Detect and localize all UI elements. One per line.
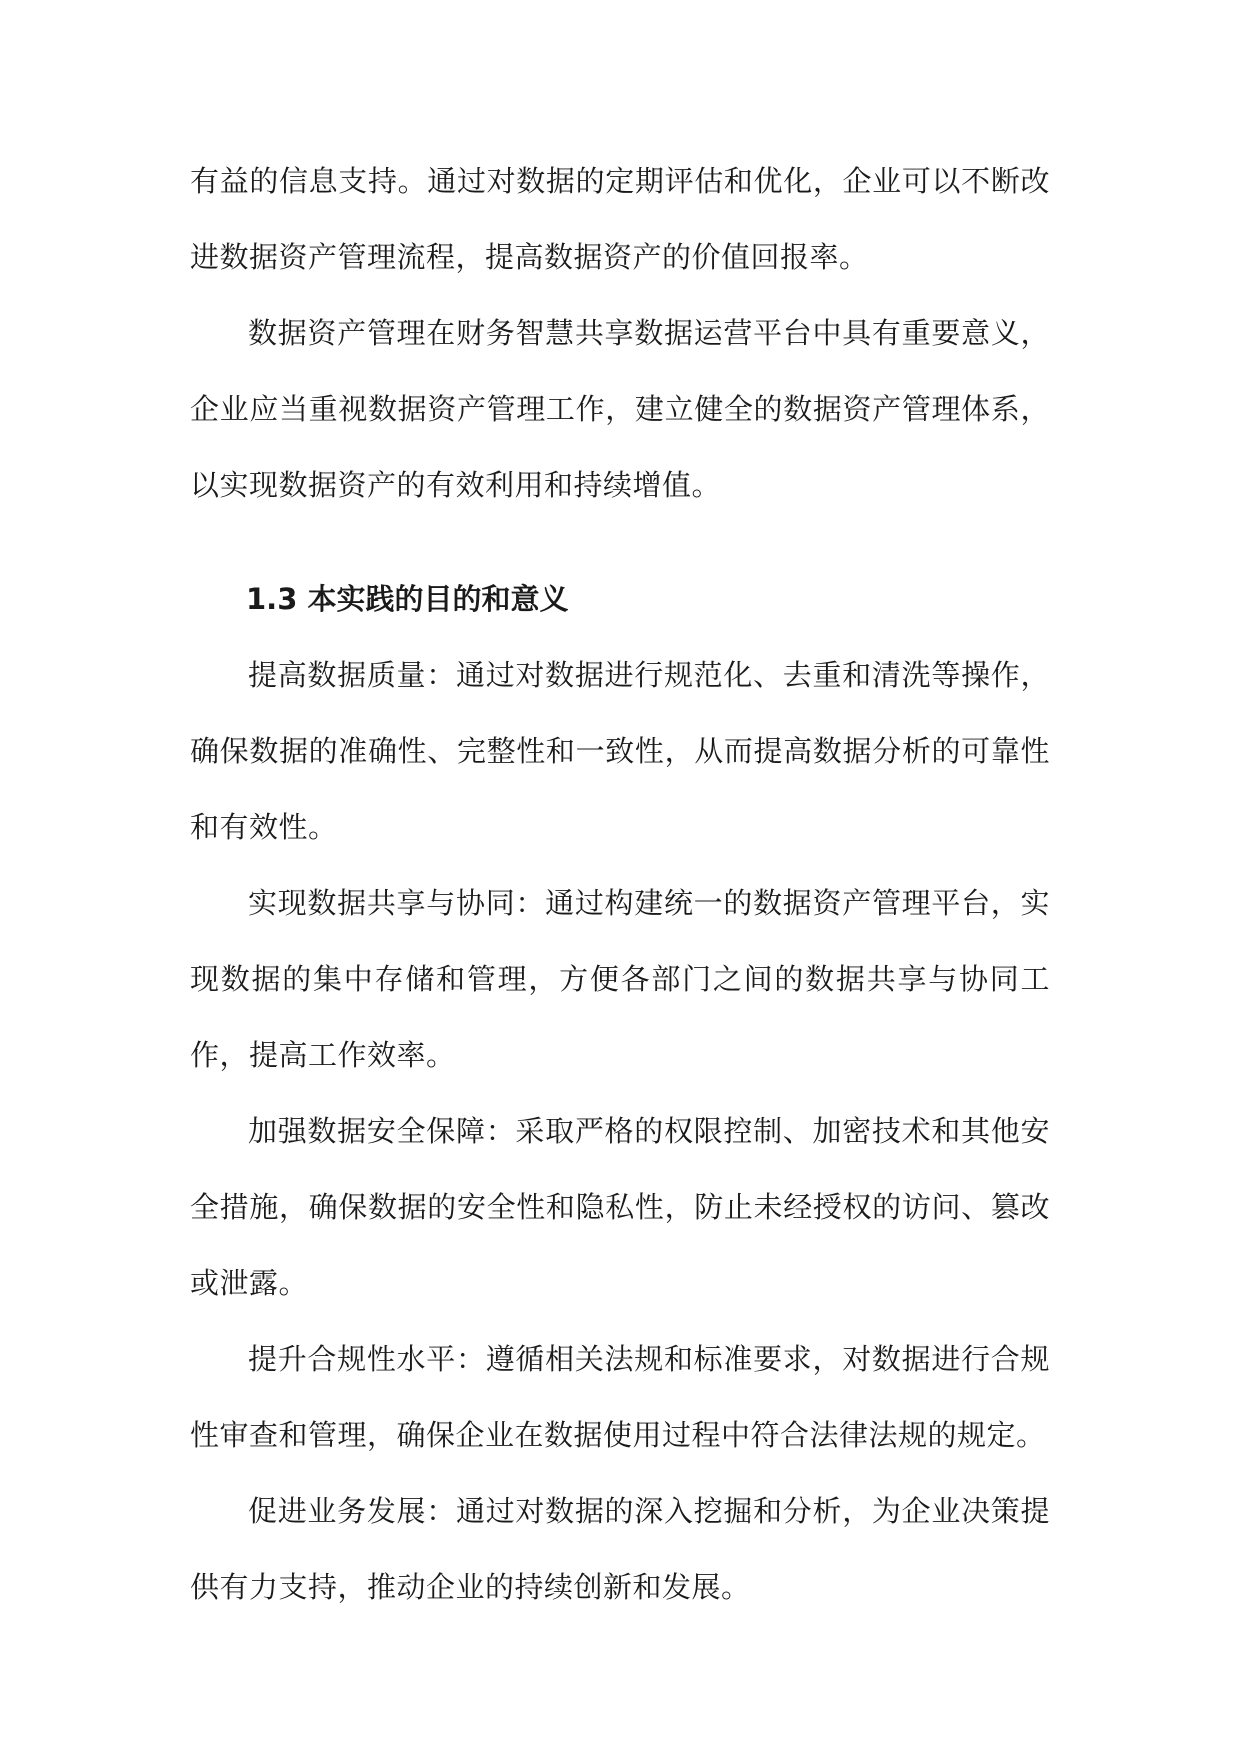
- paragraph-item-compliance: 提升合规性水平：遵循相关法规和标准要求，对数据进行合规性审查和管理，确保企业在数据使用过程中符合法律法规的规定。: [190, 1342, 1050, 1452]
- paragraph-item-data-security: 加强数据安全保障：采取严格的权限控制、加密技术和其他安全措施，确保数据的安全性和隐私性，防止未经授权的访问、篡改或泄露。: [190, 1114, 1050, 1300]
- paragraph-continuation: 有益的信息支持。通过对数据的定期评估和优化，企业可以不断改进数据资产管理流程，提高数据资产的价值回报率。: [190, 164, 1050, 274]
- paragraph-item-data-sharing: 实现数据共享与协同：通过构建统一的数据资产管理平台，实现数据的集中存储和管理，方便各部门之间的数据共享与协同工作，提高工作效率。: [190, 886, 1050, 1072]
- paragraph-summary: 数据资产管理在财务智慧共享数据运营平台中具有重要意义，企业应当重视数据资产管理工作，建立健全的数据资产管理体系，以实现数据资产的有效利用和持续增值。: [190, 316, 1050, 502]
- paragraph-item-business-development: 促进业务发展：通过对数据的深入挖掘和分析，为企业决策提供有力支持，推动企业的持续创新和发展。: [190, 1494, 1050, 1604]
- text-column: [190, 143, 1050, 1625]
- paragraph-item-data-quality: 提高数据质量：通过对数据进行规范化、去重和清洗等操作，确保数据的准确性、完整性和一致性，从而提高数据分析的可靠性和有效性。: [190, 658, 1050, 844]
- section-heading: 1.3 本实践的目的和意义: [246, 582, 569, 616]
